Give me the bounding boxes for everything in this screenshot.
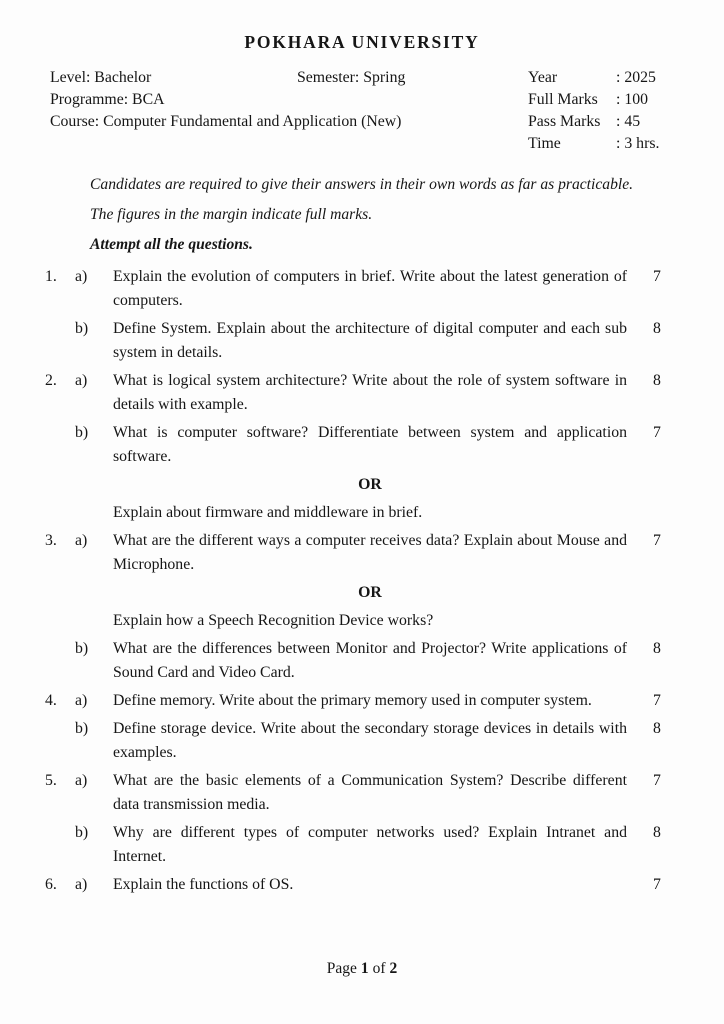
question-marks: 8 <box>653 640 661 657</box>
question-text: What are the differences between Monitor and Projector? Write applications of Sound Card and Video Card. <box>113 640 627 681</box>
or-separator-row <box>0 473 724 497</box>
meta-year-label: Year <box>528 69 558 86</box>
meta-full-marks-label: Full Marks <box>528 91 598 108</box>
instruction-note: The figures in the margin indicate full marks. <box>90 206 373 223</box>
or-separator: OR <box>358 584 382 601</box>
question-number: 2. <box>45 372 57 389</box>
meta-time-label: Time <box>528 135 561 152</box>
exam-meta-block <box>0 67 724 157</box>
question-row <box>0 421 724 469</box>
question-letter: b) <box>75 640 89 657</box>
question-row <box>0 769 724 817</box>
question-row <box>0 317 724 365</box>
question-number: 3. <box>45 532 57 549</box>
question-letter: b) <box>75 720 89 737</box>
question-letter: b) <box>75 424 89 441</box>
question-text: Why are different types of computer networks used? Explain Intranet and Internet. <box>113 824 627 865</box>
question-marks: 7 <box>653 424 661 441</box>
meta-full-marks-value: : 100 <box>616 91 649 108</box>
question-letter: a) <box>75 876 88 893</box>
question-marks: 8 <box>653 372 661 389</box>
question-row <box>0 873 724 897</box>
question-letter: b) <box>75 320 89 337</box>
questions-list <box>0 265 724 897</box>
question-row <box>0 821 724 869</box>
or-separator-row <box>0 581 724 605</box>
page-footer <box>0 960 724 978</box>
question-marks: 7 <box>653 876 661 893</box>
question-row <box>0 689 724 713</box>
instructions-block <box>90 173 638 257</box>
meta-year-value: : 2025 <box>616 69 656 86</box>
page-title: POKHARA UNIVERSITY <box>244 32 480 52</box>
meta-pass-marks-value: : 45 <box>616 113 641 130</box>
question-letter: a) <box>75 692 88 709</box>
question-number: 1. <box>45 268 57 285</box>
meta-year <box>528 67 656 89</box>
meta-time <box>528 133 659 155</box>
question-marks: 7 <box>653 772 661 789</box>
question-marks: 7 <box>653 532 661 549</box>
meta-course: Course: Computer Fundamental and Application (New) <box>50 113 402 130</box>
question-text: Explain the functions of OS. <box>113 876 294 893</box>
question-marks: 7 <box>653 268 661 285</box>
question-number: 5. <box>45 772 57 789</box>
meta-full-marks <box>528 89 648 111</box>
total-pages: 2 <box>389 960 398 977</box>
page-label: Page <box>326 960 357 977</box>
question-marks: 8 <box>653 824 661 841</box>
meta-level: Level: Bachelor <box>50 69 152 86</box>
meta-programme: Programme: BCA <box>50 91 165 108</box>
alternative-question-row <box>0 501 724 525</box>
question-marks: 7 <box>653 692 661 709</box>
page-number: 1 <box>360 960 369 977</box>
question-letter: a) <box>75 532 88 549</box>
question-text: What are the different ways a computer receives data? Explain about Mouse and Microphone. <box>113 532 627 573</box>
question-row <box>0 369 724 417</box>
meta-time-value: : 3 hrs. <box>616 135 660 152</box>
question-text: Explain the evolution of computers in brief. Write about the latest generation of computers. <box>113 268 627 309</box>
question-row <box>0 529 724 577</box>
alternative-question-row <box>0 609 724 633</box>
instruction-note: Candidates are required to give their answers in their own words as far as practicable. <box>90 176 634 193</box>
question-row <box>0 637 724 685</box>
question-text: Define storage device. Write about the secondary storage devices in details with examples. <box>113 720 627 761</box>
question-text: What is computer software? Differentiate between system and application software. <box>113 424 627 465</box>
question-letter: a) <box>75 772 88 789</box>
question-text: Define System. Explain about the architecture of digital computer and each sub system in details. <box>113 320 627 361</box>
question-marks: 8 <box>653 320 661 337</box>
question-number: 4. <box>45 692 57 709</box>
meta-pass-marks-label: Pass Marks <box>528 113 601 130</box>
question-row <box>0 265 724 313</box>
question-letter: b) <box>75 824 89 841</box>
meta-pass-marks <box>528 111 640 133</box>
question-row <box>0 717 724 765</box>
meta-semester: Semester: Spring <box>297 69 406 86</box>
question-text: Explain how a Speech Recognition Device works? <box>113 612 434 629</box>
question-number: 6. <box>45 876 57 893</box>
question-letter: a) <box>75 268 88 285</box>
or-separator: OR <box>358 476 382 493</box>
question-text: What is logical system architecture? Write about the role of system software in details with example. <box>113 372 627 413</box>
question-text: What are the basic elements of a Communication System? Describe different data transmission media. <box>113 772 627 813</box>
question-marks: 8 <box>653 720 661 737</box>
question-letter: a) <box>75 372 88 389</box>
question-text: Explain about firmware and middleware in brief. <box>113 504 423 521</box>
question-text: Define memory. Write about the primary memory used in computer system. <box>113 692 592 709</box>
instruction-note-attempt-all: Attempt all the questions. <box>90 236 253 253</box>
of-label: of <box>372 960 386 977</box>
